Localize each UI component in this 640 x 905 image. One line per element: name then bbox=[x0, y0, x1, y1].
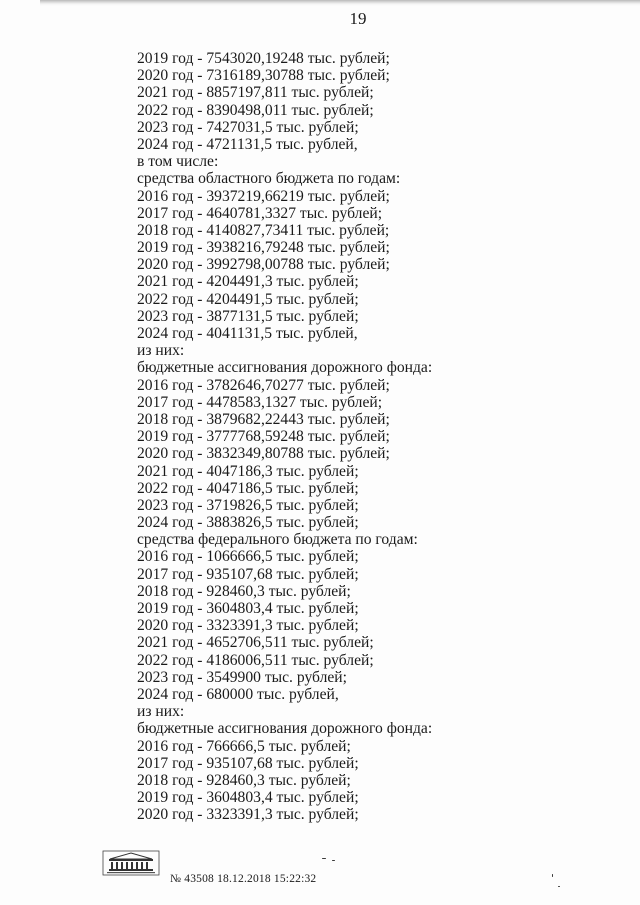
document-registration-number: № 43508 18.12.2018 15:22:32 bbox=[170, 873, 317, 885]
budget-line: 2020 год - 3832349,80788 тыс. рублей; bbox=[137, 445, 390, 463]
budget-line: 2023 год - 3719826,5 тыс. рублей; bbox=[137, 496, 359, 514]
budget-line: 2019 год - 3604803,4 тыс. рублей; bbox=[137, 600, 359, 617]
budget-line: 2023 год - 3549900 тыс. рублей; bbox=[137, 668, 347, 686]
budget-line: 2020 год - 3323391,3 тыс. рублей; bbox=[137, 617, 359, 635]
budget-line: 2017 год - 935107,68 тыс. рублей; bbox=[137, 754, 359, 772]
budget-line: 2017 год - 935107,68 тыс. рублей; bbox=[137, 565, 359, 583]
budget-line: 2017 год - 4478583,1327 тыс. рублей; bbox=[137, 393, 383, 411]
budget-line: 2019 год - 7543020,19248 тыс. рублей; bbox=[137, 50, 390, 67]
budget-lines bbox=[137, 50, 432, 823]
budget-line: 2022 год - 4186006,511 тыс. рублей; bbox=[137, 651, 374, 669]
budget-line: средства областного бюджета по годам: bbox=[137, 170, 401, 188]
budget-line: 2016 год - 1066666,5 тыс. рублей; bbox=[137, 548, 359, 566]
budget-line: 2016 год - 766666,5 тыс. рублей; bbox=[137, 737, 351, 755]
budget-line: 2016 год - 3937219,66219 тыс. рублей; bbox=[137, 187, 390, 205]
budget-line: 2020 год - 3323391,3 тыс. рублей; bbox=[137, 806, 359, 824]
budget-line: из них: bbox=[137, 342, 185, 360]
budget-line: бюджетные ассигнования дорожного фонда: bbox=[137, 720, 433, 738]
document-footer bbox=[100, 850, 620, 900]
budget-line: 2020 год - 3992798,00788 тыс. рублей; bbox=[137, 256, 390, 274]
budget-line: 2021 год - 4204491,3 тыс. рублей; bbox=[137, 273, 359, 291]
budget-line: 2022 год - 8390498,011 тыс. рублей; bbox=[137, 101, 374, 119]
budget-line: 2021 год - 4652706,511 тыс. рублей; bbox=[137, 634, 374, 652]
budget-line: 2024 год - 3883826,5 тыс. рублей; bbox=[137, 514, 359, 532]
scan-artifact bbox=[558, 886, 560, 887]
budget-line: 2024 год - 680000 тыс. рублей, bbox=[137, 685, 339, 703]
budget-line: 2021 год - 8857197,811 тыс. рублей; bbox=[137, 84, 374, 102]
budget-line: 2017 год - 4640781,3327 тыс. рублей; bbox=[137, 204, 383, 222]
scan-artifact bbox=[552, 874, 553, 877]
budget-line: 2024 год - 4721131,5 тыс. рублей, bbox=[137, 135, 358, 153]
budget-line: 2018 год - 928460,3 тыс. рублей; bbox=[137, 582, 351, 600]
government-building-logo-icon bbox=[102, 850, 160, 876]
budget-line: 2024 год - 4041131,5 тыс. рублей, bbox=[137, 325, 358, 342]
budget-line: 2023 год - 7427031,5 тыс. рублей; bbox=[137, 118, 359, 136]
budget-line: 2018 год - 3879682,22443 тыс. рублей; bbox=[137, 410, 390, 428]
budget-line: 2019 год - 3938216,79248 тыс. рублей; bbox=[137, 239, 390, 257]
scan-edge bbox=[40, 0, 640, 6]
budget-line: 2023 год - 3877131,5 тыс. рублей; bbox=[137, 307, 359, 325]
budget-line: из них: bbox=[137, 703, 185, 721]
budget-line: 2022 год - 4204491,5 тыс. рублей; bbox=[137, 290, 359, 308]
budget-line: 2021 год - 4047186,3 тыс. рублей; bbox=[137, 462, 359, 480]
scan-artifact bbox=[332, 860, 335, 861]
budget-line: 2018 год - 928460,3 тыс. рублей; bbox=[137, 771, 351, 789]
budget-line: средства федерального бюджета по годам: bbox=[137, 531, 418, 549]
budget-line: бюджетные ассигнования дорожного фонда: bbox=[137, 359, 433, 377]
budget-line: в том числе: bbox=[137, 153, 219, 171]
scan-artifact bbox=[322, 858, 326, 859]
budget-line: 2019 год - 3604803,4 тыс. рублей; bbox=[137, 789, 359, 807]
page-number: 19 bbox=[349, 9, 367, 28]
budget-line: 2019 год - 3777768,59248 тыс. рублей; bbox=[137, 428, 390, 446]
budget-line: 2018 год - 4140827,73411 тыс. рублей; bbox=[137, 221, 390, 239]
budget-line: 2020 год - 7316189,30788 тыс. рублей; bbox=[137, 67, 390, 85]
budget-line: 2016 год - 3782646,70277 тыс. рублей; bbox=[137, 376, 390, 394]
budget-line: 2022 год - 4047186,5 тыс. рублей; bbox=[137, 479, 359, 497]
